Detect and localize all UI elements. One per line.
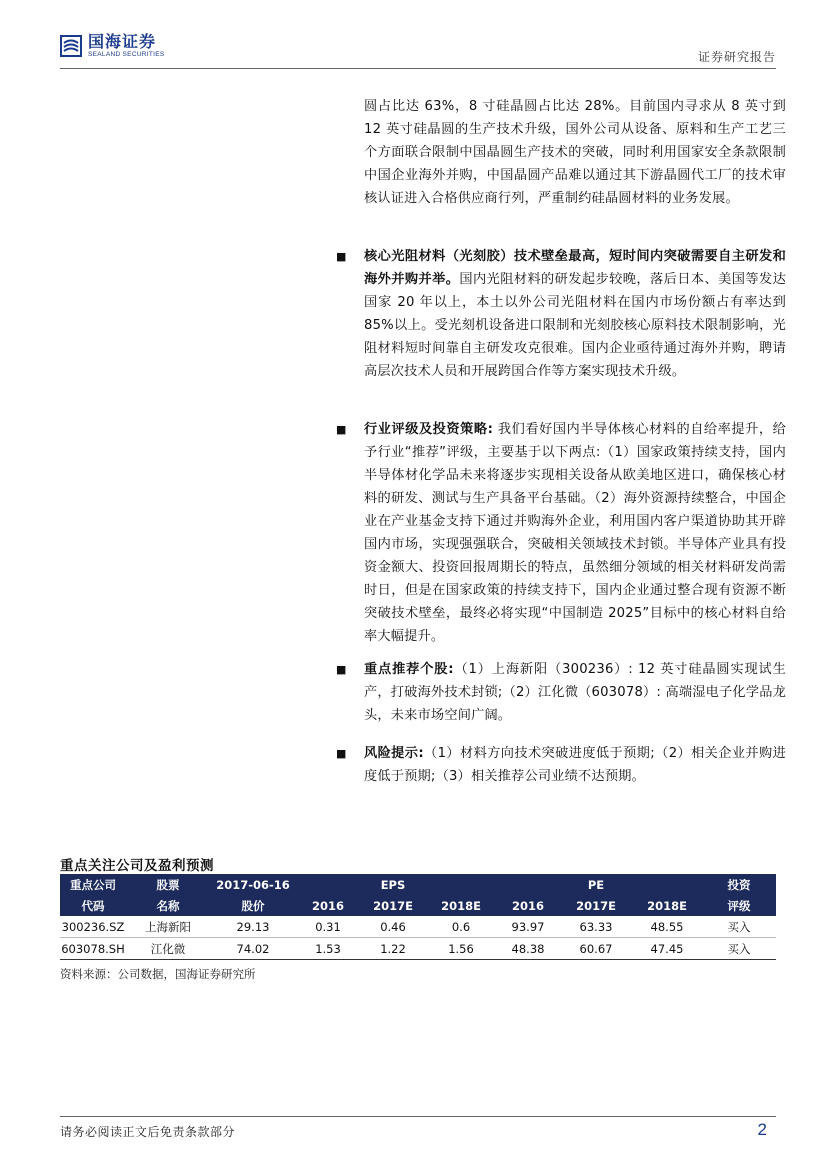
table-header-cell: 2017E (560, 895, 632, 916)
earnings-forecast-table (60, 874, 776, 960)
table-cell: 47.45 (632, 938, 702, 960)
table-cell: 74.02 (210, 938, 296, 960)
table-header-cell: 重点公司 (60, 874, 126, 895)
photoresist-heading: 核心光阻材料（光刻胶）技术壁垒最高，短时间内突破需要自主研发和海外并购并举。 (364, 249, 786, 287)
strategy-heading: 行业评级及投资策略: (364, 422, 494, 437)
risk-text: （1）材料方向技术突破进度低于预期;（2）相关企业并购进度低于预期;（3）相关推荐公司业绩不达预期。 (364, 746, 786, 784)
table-cell: 48.38 (496, 938, 560, 960)
table-cell: 93.97 (496, 916, 560, 938)
header-divider (60, 68, 776, 69)
table-header-cell: 2018E (426, 895, 496, 916)
table-header-row-1 (60, 874, 776, 895)
logo-english-name: SEALAND SECURITIES (88, 51, 165, 58)
table-cell: 1.53 (296, 938, 360, 960)
table-header-cell (496, 874, 560, 895)
table-cell: 0.46 (360, 916, 426, 938)
table-header-cell (632, 874, 702, 895)
table-header-cell: 投资 (702, 874, 776, 895)
bullet-icon: ■ (336, 663, 347, 676)
logo-chinese-name: 国海证券 (88, 32, 157, 51)
table-header-cell: 评级 (702, 895, 776, 916)
table-cell: 300236.SZ (60, 916, 126, 938)
table-cell: 1.56 (426, 938, 496, 960)
table-header-cell: 2016 (296, 895, 360, 916)
table-cell: 买入 (702, 916, 776, 938)
table-header-cell: 股价 (210, 895, 296, 916)
table-header-row-2 (60, 895, 776, 916)
table-header-cell: 2017-06-16 (210, 874, 296, 895)
table-cell: 603078.SH (60, 938, 126, 960)
table-cell: 买入 (702, 938, 776, 960)
paragraph-risk (364, 742, 786, 788)
table-header-cell: EPS (360, 874, 426, 895)
photoresist-text: 国内光阻材料的研发起步较晚，落后日本、美国等发达国家 20 年以上，本土以外公司光阻材料在国内市场份额占有率达到 85%以上。受光刻机设备进口限制和光刻胶核心原料技术限制影响，光阻材料短时间靠自主研发攻克很难。国内企业亟待通过海外并购，聘请高层次技术人员和开展跨国合作等方案实现技术升级。 (364, 272, 786, 379)
bullet-icon: ■ (336, 250, 347, 263)
key-stocks-heading: 重点推荐个股: (364, 662, 454, 677)
table-cell: 0.31 (296, 916, 360, 938)
strategy-text: 我们看好国内半导体核心材料的自给率提升，给予行业“推荐”评级，主要基于以下两点:（1）国家政策持续支持，国内半导体材化学品未来将逐步实现相关设备从欧美地区进口，确保核心材料的研发、测试与生产具备平台基础。（2）海外资源持续整合，中国企业在产业基金支持下通过并购海外企业，利用国内客户渠道协助其开辟国内市场，实现强强联合，突破相关领域技术封锁。半导体产业具有投资金额大、投资回报周期长的特点，虽然细分领域的相关材料研发尚需时日，但是在国家政策的持续支持下，国内企业通过整合现有资源不断突破技术壁垒，最终必将实现“中国制造 2025”目标中的核心材料自给率大幅提升。 (364, 422, 787, 644)
paragraph-investment-strategy (364, 418, 786, 648)
key-stocks-text: （1）上海新阳（300236）: 12 英寸硅晶圆实现试生产，打破海外技术封锁;（2）江化微（603078）: 高端湿电子化学品龙头，未来市场空间广阔。 (364, 662, 786, 723)
table-cell: 1.22 (360, 938, 426, 960)
table-cell: 63.33 (560, 916, 632, 938)
company-logo (60, 34, 165, 59)
page-number: 2 (757, 1120, 767, 1139)
table-header-cell: 2018E (632, 895, 702, 916)
table-header-cell: 名称 (126, 895, 210, 916)
table-source-note: 资料来源：公司数据，国海证券研究所 (60, 967, 256, 981)
table-cell: 上海新阳 (126, 916, 210, 938)
table-header-cell: 代码 (60, 895, 126, 916)
table-cell: 江化微 (126, 938, 210, 960)
table-header-cell (296, 874, 360, 895)
table-header-cell: 2016 (496, 895, 560, 916)
table-header-cell: 2017E (360, 895, 426, 916)
table-cell: 48.55 (632, 916, 702, 938)
bullet-icon: ■ (336, 747, 347, 760)
page-header (60, 34, 776, 66)
table-row (60, 938, 776, 960)
table-cell: 29.13 (210, 916, 296, 938)
table-cell: 0.6 (426, 916, 496, 938)
disclaimer-note: 请务必阅读正文后免责条款部分 (60, 1125, 236, 1139)
bullet-icon: ■ (336, 423, 347, 436)
paragraph-key-stocks (364, 658, 786, 727)
paragraph-photoresist (364, 245, 786, 383)
table-cell: 60.67 (560, 938, 632, 960)
table-header-cell: PE (560, 874, 632, 895)
footer-divider (60, 1116, 776, 1117)
table-header-cell: 股票 (126, 874, 210, 895)
logo-mark-icon (60, 35, 82, 57)
table-title: 重点关注公司及盈利预测 (60, 858, 214, 874)
risk-heading: 风险提示: (364, 746, 424, 761)
report-type-label: 证券研究报告 (697, 50, 776, 64)
table-row (60, 916, 776, 938)
table-header-cell (426, 874, 496, 895)
paragraph-silicon-wafer: 圆占比达 63%，8 寸硅晶圆占比达 28%。目前国内寻求从 8 英寸到 12 英寸硅晶圆的生产技术升级，国外公司从设备、原料和生产工艺三个方面联合限制中国晶圆生产技术的突破，同时利用国家安全条款限制中国企业海外并购，中国晶圆产品难以通过其下游晶圆代工厂的技术审核认证进入合格供应商行列，严重制约硅晶圆材料的业务发展。 (364, 99, 786, 206)
